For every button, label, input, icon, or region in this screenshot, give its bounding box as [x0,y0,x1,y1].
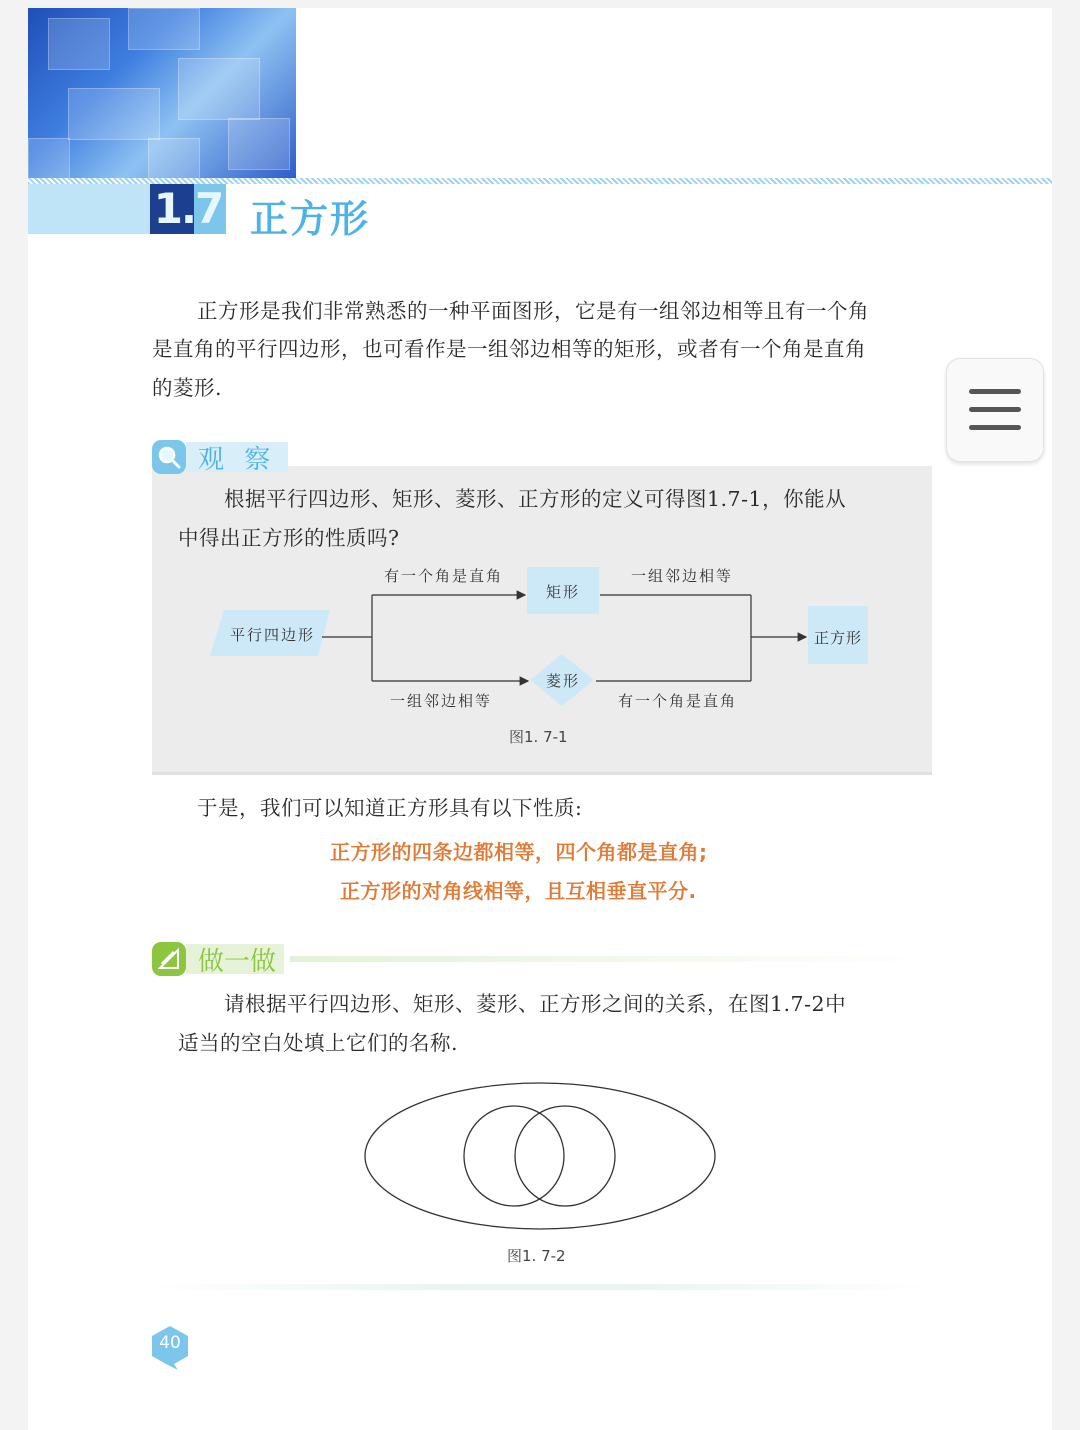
section-number: 1.7 [150,184,226,234]
page-number-badge [150,1324,190,1366]
activity-rule [290,956,930,962]
top-left-condition: 有一个角是直角 [384,567,504,585]
square-label: 正方形 [814,629,863,647]
bottom-right-condition: 有一个角是直角 [618,692,738,710]
intro-line-1: 正方形是我们非常熟悉的一种平面图形，它是有一组邻边相等且有一个角 [197,299,869,323]
intro-line-3: 的菱形. [152,376,223,400]
property-2: 正方形的对角线相等，且互相垂直平分. [340,879,697,903]
top-right-condition: 一组邻边相等 [631,567,734,585]
property-1: 正方形的四条边都相等，四个角都是直角; [330,840,708,864]
right-circle [515,1106,615,1206]
activity-tag [152,942,284,976]
figure-caption-2: 图1. 7-2 [507,1247,566,1265]
rhombus-label: 菱形 [546,672,581,690]
page-number: 40 [159,1333,181,1353]
activity-line-1: 请根据平行四边形、矩形、菱形、正方形之间的关系，在图1.7-2中 [224,992,847,1016]
footer-rule [150,1284,930,1290]
pencil-ruler-icon [152,942,186,976]
outer-ellipse [365,1083,715,1229]
section-title: 正方形 [250,197,371,241]
activity-line-2: 适当的空白处填上它们的名称. [178,1031,459,1055]
observe-line-2: 中得出正方形的性质吗? [178,526,400,550]
activity-label: 做一做 [198,946,277,977]
conclusion-intro: 于是，我们可以知道正方形具有以下性质: [197,796,583,820]
venn-diagram [360,1080,720,1235]
bottom-left-condition: 一组邻边相等 [390,692,493,710]
observe-line-1: 根据平行四边形、矩形、菱形、正方形的定义可得图1.7-1，你能从 [224,487,847,511]
rectangle-label: 矩形 [546,583,581,601]
observe-label: 观 察 [198,444,277,475]
left-circle [464,1106,564,1206]
figure-caption-1: 图1. 7-1 [509,728,568,746]
parallelogram-label: 平行四边形 [230,626,316,644]
intro-line-2: 是直角的平行四边形，也可看作是一组邻边相等的矩形，或者有一个角是直角 [152,337,866,361]
